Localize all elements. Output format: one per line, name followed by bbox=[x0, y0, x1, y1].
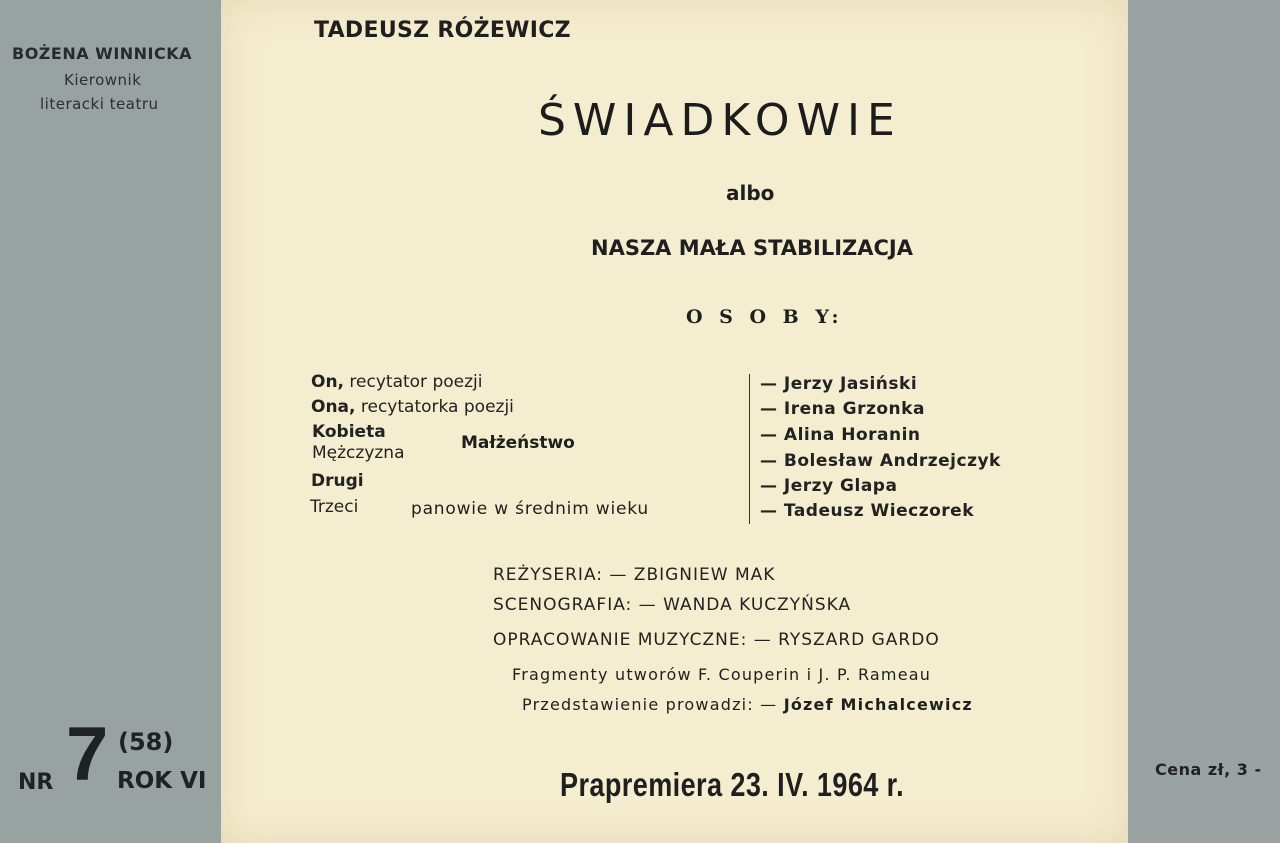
cast-divider bbox=[749, 374, 750, 524]
role-name: On, bbox=[311, 372, 345, 392]
role-mezczyzna: Mężczyzna bbox=[312, 443, 405, 463]
role-on bbox=[311, 372, 482, 392]
right-margin-panel bbox=[1128, 0, 1280, 843]
host-name: Józef Michalcewicz bbox=[783, 695, 973, 714]
role-drugi: Drugi bbox=[311, 471, 364, 491]
manager-role-line1: Kierownik bbox=[64, 71, 142, 89]
persons-heading: O S O B Y: bbox=[686, 306, 844, 328]
play-subtitle: NASZA MAŁA STABILIZACJA bbox=[591, 236, 913, 260]
issue-year: ROK VI bbox=[117, 768, 207, 794]
credit-direction: REŻYSERIA: — ZBIGNIEW MAK bbox=[493, 565, 776, 585]
cast-item: — Jerzy Glapa bbox=[760, 476, 898, 496]
role-ona bbox=[311, 397, 514, 417]
credit-fragments: Fragmenty utworów F. Couperin i J. P. Rameau bbox=[512, 665, 932, 684]
price-label: Cena zł, 3 - bbox=[1155, 760, 1262, 779]
role-desc: recytator poezji bbox=[349, 372, 483, 392]
role-trzeci: Trzeci bbox=[310, 497, 359, 517]
cast-item: — Irena Grzonka bbox=[760, 399, 925, 419]
author-name: TADEUSZ RÓŻEWICZ bbox=[314, 18, 571, 43]
couple-label: Małżeństwo bbox=[461, 433, 575, 453]
credit-music: OPRACOWANIE MUZYCZNE: — RYSZARD GARDO bbox=[493, 630, 940, 650]
issue-number: 7 bbox=[66, 712, 109, 797]
manager-role-line2: literacki teatru bbox=[40, 95, 159, 113]
play-title: ŚWIADKOWIE bbox=[538, 95, 902, 146]
premiere-date: Prapremiera 23. IV. 1964 r. bbox=[560, 766, 905, 803]
cast-item: — Bolesław Andrzejczyk bbox=[760, 451, 1001, 471]
credit-host: Przedstawienie prowadzi: — Józef Michalcewicz bbox=[522, 695, 973, 714]
manager-name: BOŻENA WINNICKA bbox=[12, 44, 193, 63]
albo-connector: albo bbox=[726, 181, 775, 205]
cast-item: — Alina Horanin bbox=[760, 425, 921, 445]
men-label: panowie w średnim wieku bbox=[411, 499, 649, 519]
issue-sub-number: (58) bbox=[118, 728, 174, 756]
role-name: Ona, bbox=[311, 397, 356, 417]
cast-item: — Tadeusz Wieczorek bbox=[760, 501, 975, 521]
issue-nr-label: NR bbox=[18, 770, 54, 795]
credit-scenography: SCENOGRAFIA: — WANDA KUCZYŃSKA bbox=[493, 595, 852, 615]
role-kobieta: Kobieta bbox=[312, 422, 386, 442]
cast-item: — Jerzy Jasiński bbox=[760, 374, 918, 394]
left-margin-panel bbox=[0, 0, 221, 843]
role-desc: recytatorka poezji bbox=[360, 397, 514, 417]
